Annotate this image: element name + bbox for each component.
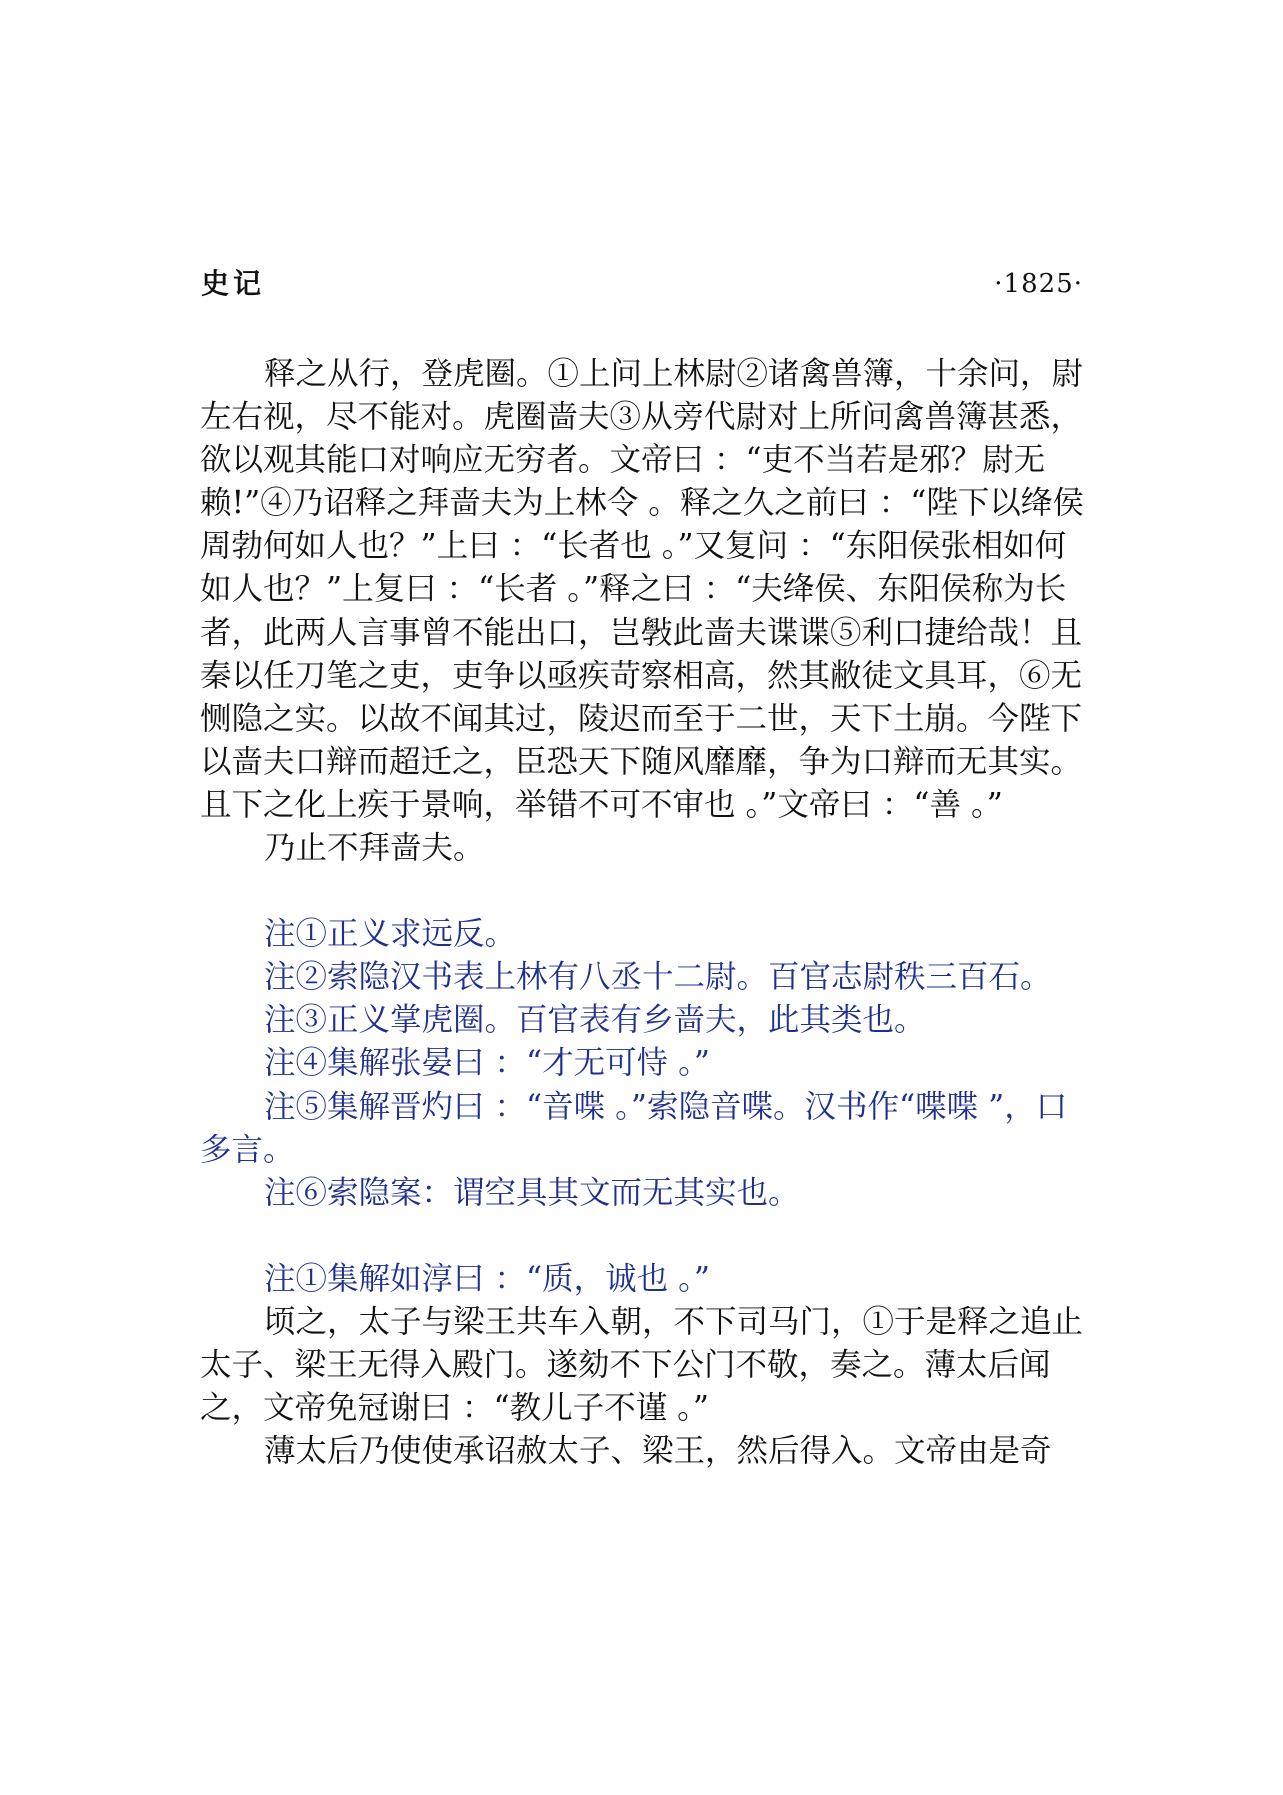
footnote: 注①正义求远反。 (264, 916, 517, 953)
footnote: 注④集解张晏曰 ：“才无可恃 。” (264, 1045, 710, 1082)
notes-block (200, 1258, 1092, 1301)
section-spacer (200, 870, 1092, 913)
footnote: 注⑥索隐案：谓空具其文而无其实也。 (264, 1174, 800, 1211)
footnote: 注⑤集解晋灼曰 ：“音喋 。”索隐音喋。汉书作“喋喋 ”，口多言。 (200, 1088, 1068, 1168)
paragraph: 薄太后乃使使承诏赦太子、梁王，然后得入。文帝由是奇 (264, 1433, 1052, 1470)
footnote: 注②索隐汉书表上林有八丞十二尉。百官志尉秩三百石。 (264, 959, 1052, 996)
main-text (200, 353, 1092, 1473)
paragraph: 乃止不拜啬夫。 (264, 830, 485, 867)
book-title: 史记 (201, 267, 266, 300)
page-number: ·1825· (994, 269, 1083, 299)
section-spacer (200, 1215, 1092, 1258)
running-header (201, 264, 1083, 304)
notes-block (200, 913, 1092, 1215)
footnote: 注①集解如淳曰 ：“质，诚也 。” (264, 1260, 710, 1297)
footnote: 注③正义掌虎圈。百官表有乡啬夫，此其类也。 (264, 1002, 926, 1039)
paragraph: 释之从行，登虎圈。①上问上林尉②诸禽兽簿，十余问，尉左右视，尽不能对。虎圈啬夫③从旁代尉对上所问禽兽簿甚悉，欲以观其能口对响应无穷者。文帝曰 ：“吏不当若是邪？尉无赖!”④乃诏释之拜啬夫为上林令 。释之久之前曰 ：“陛下以绛侯周勃何如人也？”上曰 ：“长者也 。”又复问 ：“东阳侯张相如何如人也？”上复曰 ：“长者 。”释之曰 ：“夫绛侯、东阳侯称为长者，此两人言事曾不能出口，岂斅此啬夫谍谍⑤利口捷给哉！且秦以任刀笔之吏，吏争以亟疾苛察相高，然其敝徒文具耳，⑥无恻隐之实。以故不闻其过，陵迟而至于二世，天下土崩。今陛下以啬夫口辩而超迁之，臣恐天下随风靡靡，争为口辩而无其实。且下之化上疾于景响，举错不可不审也 。”文帝曰 ：“善 。” (200, 356, 1084, 823)
paragraph: 顷之，太子与梁王共车入朝，不下司马门，①于是释之追止太子、梁王无得入殿门。遂劾不下公门不敬，奏之。薄太后闻之，文帝免冠谢曰 ：“教儿子不谨 。” (200, 1303, 1084, 1427)
